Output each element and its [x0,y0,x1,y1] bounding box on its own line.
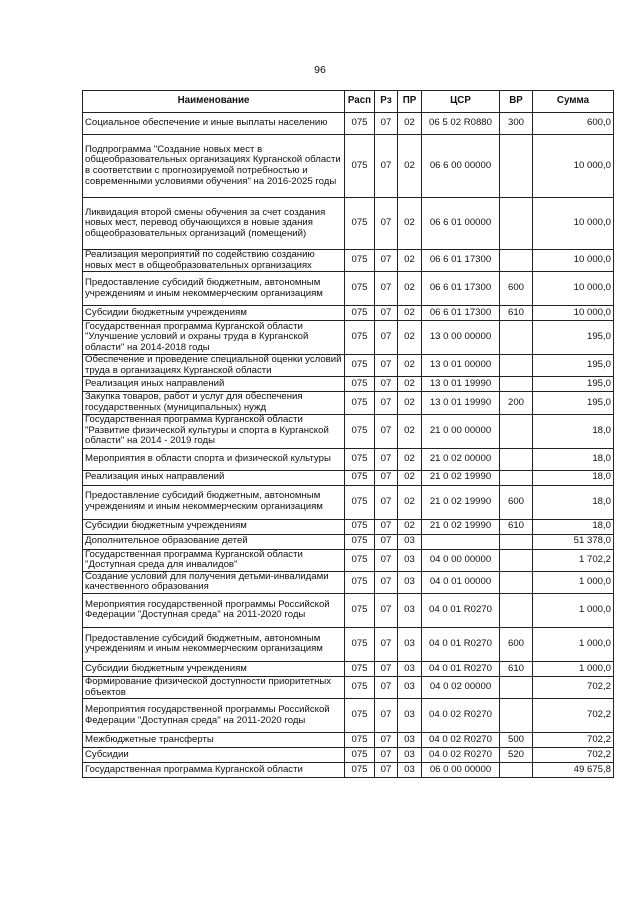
cell-vr [500,377,533,392]
cell-rasp: 075 [345,593,375,627]
table-row [83,699,614,733]
cell-pr: 02 [398,414,422,448]
cell-rasp: 075 [345,519,375,534]
cell-csr: 13 0 00 00000 [422,321,500,355]
table-row [83,448,614,470]
cell-pr: 03 [398,627,422,661]
cell-csr: 04 0 01 R0270 [422,661,500,676]
cell-pr: 02 [398,250,422,272]
cell-csr: 04 0 02 R0270 [422,699,500,733]
cell-vr [500,571,533,593]
cell-csr: 06 6 01 17300 [422,250,500,272]
cell-csr: 06 6 00 00000 [422,135,500,198]
cell-name: Создание условий для получения детьми-инвалидами качественного образования [83,571,345,593]
cell-rz: 07 [375,470,398,485]
cell-vr [500,414,533,448]
cell-rasp: 075 [345,113,375,135]
cell-rz: 07 [375,321,398,355]
cell-rz: 07 [375,571,398,593]
cell-csr: 04 0 01 R0270 [422,627,500,661]
cell-rasp: 075 [345,661,375,676]
header-vr: ВР [500,91,533,113]
cell-rz: 07 [375,748,398,763]
table-row [83,485,614,519]
cell-pr: 03 [398,549,422,571]
cell-sum: 195,0 [533,392,614,414]
table-header-row [83,91,614,113]
cell-sum: 18,0 [533,485,614,519]
cell-name: Государственная программа Курганской области [83,763,345,778]
cell-sum: 51 378,0 [533,534,614,549]
cell-name: Социальное обеспечение и иные выплаты населению [83,113,345,135]
cell-vr [500,549,533,571]
cell-rz: 07 [375,113,398,135]
budget-table [82,90,614,778]
cell-rasp: 075 [345,414,375,448]
cell-csr: 06 6 01 17300 [422,272,500,306]
cell-vr [500,355,533,377]
cell-name: Государственная программа Курганской области "Улучшение условий и охраны труда в Курганской области" на 2014-2018 годы [83,321,345,355]
table-row [83,763,614,778]
cell-rasp: 075 [345,470,375,485]
cell-rz: 07 [375,549,398,571]
cell-name: Подпрограмма "Создание новых мест в общеобразовательных организациях Курганской области в соответствии с прогнозируемой потребностью и современными условиями обучения" на 2016-2025 годы [83,135,345,198]
cell-name: Государственная программа Курганской области "Развитие физической культуры и спорта в Курганской области" на 2014 - 2019 годы [83,414,345,448]
cell-vr: 600 [500,485,533,519]
cell-name: Субсидии бюджетным учреждениям [83,306,345,321]
table-row [83,519,614,534]
cell-name: Предоставление субсидий бюджетным, автономным учреждениям и иным некоммерческим организациям [83,627,345,661]
cell-csr: 21 0 02 19990 [422,470,500,485]
cell-rasp: 075 [345,676,375,698]
cell-vr [500,135,533,198]
cell-pr: 02 [398,519,422,534]
cell-vr: 610 [500,661,533,676]
cell-rasp: 075 [345,392,375,414]
table-row [83,250,614,272]
cell-vr [500,448,533,470]
cell-pr: 03 [398,763,422,778]
cell-csr: 21 0 00 00000 [422,414,500,448]
cell-rz: 07 [375,198,398,250]
cell-rz: 07 [375,306,398,321]
table-row [83,113,614,135]
cell-sum: 18,0 [533,470,614,485]
cell-sum: 1 000,0 [533,627,614,661]
cell-vr: 500 [500,733,533,748]
cell-rz: 07 [375,414,398,448]
cell-rz: 07 [375,593,398,627]
table-row [83,414,614,448]
cell-rz: 07 [375,763,398,778]
cell-name: Мероприятия в области спорта и физической культуры [83,448,345,470]
cell-name: Ликвидация второй смены обучения за счет создания новых мест, перевод обучающихся в новые здания общеобразовательных организаций (помещений) [83,198,345,250]
cell-csr: 21 0 02 00000 [422,448,500,470]
cell-name: Обеспечение и проведение специальной оценки условий труда в организациях Курганской области [83,355,345,377]
cell-rz: 07 [375,135,398,198]
cell-csr [422,534,500,549]
cell-rz: 07 [375,392,398,414]
cell-name: Субсидии [83,748,345,763]
cell-name: Реализация иных направлений [83,377,345,392]
cell-pr: 02 [398,272,422,306]
cell-rasp: 075 [345,763,375,778]
cell-rz: 07 [375,250,398,272]
cell-sum: 18,0 [533,448,614,470]
cell-name: Закупка товаров, работ и услуг для обеспечения государственных (муниципальных) нужд [83,392,345,414]
cell-pr: 02 [398,355,422,377]
table-row [83,306,614,321]
cell-rasp: 075 [345,549,375,571]
cell-sum: 1 702,2 [533,549,614,571]
cell-name: Субсидии бюджетным учреждениям [83,661,345,676]
cell-vr: 300 [500,113,533,135]
cell-vr: 200 [500,392,533,414]
cell-pr: 03 [398,593,422,627]
cell-csr: 04 0 02 R0270 [422,733,500,748]
cell-pr: 03 [398,661,422,676]
cell-pr: 02 [398,485,422,519]
table-row [83,748,614,763]
cell-sum: 18,0 [533,414,614,448]
cell-sum: 1 000,0 [533,661,614,676]
cell-sum: 18,0 [533,519,614,534]
cell-rasp: 075 [345,198,375,250]
cell-sum: 10 000,0 [533,198,614,250]
table-row [83,627,614,661]
cell-rz: 07 [375,676,398,698]
cell-pr: 03 [398,534,422,549]
cell-rasp: 075 [345,135,375,198]
cell-vr [500,470,533,485]
cell-pr: 02 [398,113,422,135]
cell-csr: 13 0 01 19990 [422,377,500,392]
cell-pr: 02 [398,392,422,414]
cell-rasp: 075 [345,355,375,377]
cell-rz: 07 [375,272,398,306]
table-row [83,676,614,698]
page-number: 96 [314,64,326,76]
cell-rasp: 075 [345,699,375,733]
cell-csr: 21 0 02 19990 [422,485,500,519]
cell-rasp: 075 [345,748,375,763]
cell-pr: 02 [398,198,422,250]
cell-sum: 10 000,0 [533,250,614,272]
table-row [83,272,614,306]
cell-rz: 07 [375,355,398,377]
cell-rasp: 075 [345,272,375,306]
cell-rasp: 075 [345,321,375,355]
table-row [83,549,614,571]
cell-csr: 04 0 00 00000 [422,549,500,571]
table-row [83,198,614,250]
cell-sum: 10 000,0 [533,306,614,321]
cell-pr: 02 [398,377,422,392]
cell-csr: 04 0 01 R0270 [422,593,500,627]
cell-vr [500,321,533,355]
cell-rasp: 075 [345,306,375,321]
cell-rasp: 075 [345,534,375,549]
cell-rasp: 075 [345,448,375,470]
cell-pr: 02 [398,470,422,485]
cell-rz: 07 [375,448,398,470]
cell-rz: 07 [375,699,398,733]
table-row [83,377,614,392]
cell-vr: 600 [500,272,533,306]
table-row [83,733,614,748]
cell-name: Реализация иных направлений [83,470,345,485]
cell-sum: 195,0 [533,321,614,355]
cell-vr: 610 [500,519,533,534]
cell-name: Межбюджетные трансферты [83,733,345,748]
table-row [83,321,614,355]
cell-sum: 702,2 [533,676,614,698]
table-row [83,392,614,414]
cell-rz: 07 [375,519,398,534]
cell-pr: 03 [398,748,422,763]
cell-vr: 610 [500,306,533,321]
cell-name: Дополнительное образование детей [83,534,345,549]
cell-name: Государственная программа Курганской области "Доступная среда для инвалидов" [83,549,345,571]
cell-sum: 1 000,0 [533,571,614,593]
table-body [83,113,614,778]
header-rasp: Расп [345,91,375,113]
cell-sum: 600,0 [533,113,614,135]
cell-rz: 07 [375,733,398,748]
cell-rasp: 075 [345,250,375,272]
cell-name: Мероприятия государственной программы Российской Федерации "Доступная среда" на 2011-2020 годы [83,593,345,627]
cell-rz: 07 [375,485,398,519]
cell-csr: 06 5 02 R0880 [422,113,500,135]
cell-name: Мероприятия государственной программы Российской Федерации "Доступная среда" на 2011-2020 годы [83,699,345,733]
cell-sum: 702,2 [533,733,614,748]
cell-pr: 02 [398,135,422,198]
cell-csr: 21 0 02 19990 [422,519,500,534]
cell-pr: 03 [398,571,422,593]
cell-rz: 07 [375,377,398,392]
cell-pr: 02 [398,321,422,355]
table-row [83,593,614,627]
table-row [83,571,614,593]
cell-name: Предоставление субсидий бюджетным, автономным учреждениям и иным некоммерческим организациям [83,272,345,306]
cell-rasp: 075 [345,571,375,593]
cell-sum: 1 000,0 [533,593,614,627]
cell-rz: 07 [375,661,398,676]
cell-pr: 03 [398,699,422,733]
cell-rasp: 075 [345,733,375,748]
cell-sum: 49 675,8 [533,763,614,778]
cell-csr: 04 0 02 R0270 [422,748,500,763]
header-sum: Сумма [533,91,614,113]
cell-vr [500,534,533,549]
cell-csr: 06 6 01 17300 [422,306,500,321]
header-pr: ПР [398,91,422,113]
header-name: Наименование [83,91,345,113]
cell-rasp: 075 [345,485,375,519]
cell-sum: 702,2 [533,699,614,733]
cell-rasp: 075 [345,377,375,392]
cell-csr: 04 0 02 00000 [422,676,500,698]
cell-sum: 195,0 [533,355,614,377]
cell-csr: 13 0 01 19990 [422,392,500,414]
cell-vr [500,198,533,250]
cell-vr: 520 [500,748,533,763]
cell-vr: 600 [500,627,533,661]
cell-pr: 02 [398,306,422,321]
cell-csr: 04 0 01 00000 [422,571,500,593]
cell-sum: 10 000,0 [533,272,614,306]
cell-vr [500,676,533,698]
cell-name: Формирование физической доступности приоритетных объектов [83,676,345,698]
table-row [83,135,614,198]
cell-csr: 13 0 01 00000 [422,355,500,377]
cell-pr: 03 [398,733,422,748]
cell-csr: 06 6 01 00000 [422,198,500,250]
cell-vr [500,763,533,778]
cell-name: Реализация мероприятий по содействию созданию новых мест в общеобразовательных организациях [83,250,345,272]
cell-rasp: 075 [345,627,375,661]
cell-pr: 03 [398,676,422,698]
cell-name: Предоставление субсидий бюджетным, автономным учреждениям и иным некоммерческим организациям [83,485,345,519]
cell-rz: 07 [375,627,398,661]
table-row [83,355,614,377]
cell-rz: 07 [375,534,398,549]
header-rz: Рз [375,91,398,113]
cell-pr: 02 [398,448,422,470]
cell-name: Субсидии бюджетным учреждениям [83,519,345,534]
cell-csr: 06 0 00 00000 [422,763,500,778]
cell-vr [500,250,533,272]
table-row [83,534,614,549]
cell-vr [500,593,533,627]
cell-vr [500,699,533,733]
cell-sum: 702,2 [533,748,614,763]
cell-sum: 10 000,0 [533,135,614,198]
header-csr: ЦСР [422,91,500,113]
cell-sum: 195,0 [533,377,614,392]
table-row [83,470,614,485]
table-row [83,661,614,676]
